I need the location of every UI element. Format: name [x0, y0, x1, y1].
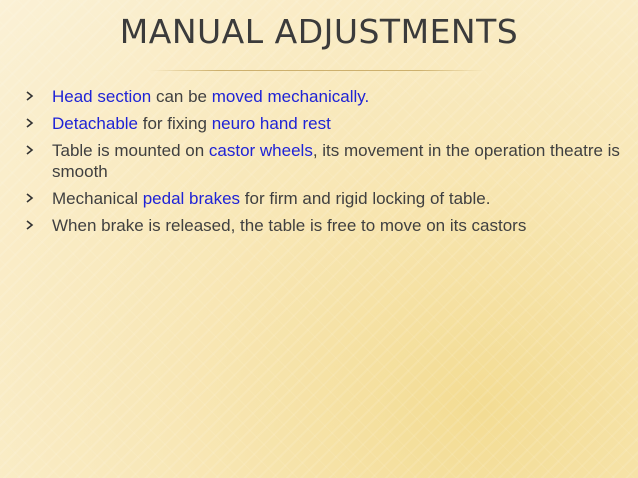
chevron-right-icon: [25, 114, 35, 132]
bullet-text-segment: Head section: [52, 87, 152, 106]
bullet-text-segment: , its movement in the operation theatre is smooth: [52, 141, 620, 181]
bullet-text-segment: for fixing: [138, 114, 212, 133]
chevron-right-icon: [25, 87, 35, 105]
bullet-text-segment: pedal brakes: [142, 189, 241, 208]
bullet-text-segment: moved mechanically.: [211, 87, 370, 106]
bullet-text-segment: for firm and rigid locking of table.: [240, 189, 491, 208]
chevron-right-icon: [25, 141, 35, 159]
bullet-text-segment: neuro hand rest: [211, 114, 331, 133]
slide-title: MANUAL ADJUSTMENTS: [119, 12, 519, 51]
chevron-right-icon: [25, 216, 35, 234]
bullet-item: [22, 140, 630, 182]
bullet-list: [22, 86, 630, 242]
title-underline: [150, 70, 485, 71]
bullet-item: [22, 188, 630, 209]
bullet-text-segment: Detachable: [52, 114, 139, 133]
bullet-text-segment: Table is mounted on: [52, 141, 209, 160]
bullet-item: [22, 113, 630, 134]
bullet-text-segment: castor wheels: [208, 141, 313, 160]
bullet-item: [22, 86, 630, 107]
bullet-text-segment: Mechanical: [52, 189, 143, 208]
bullet-text-segment: can be: [151, 87, 212, 106]
chevron-right-icon: [25, 189, 35, 207]
bullet-text-segment: When brake is released, the table is free to move on its castors: [52, 216, 527, 235]
bullet-item: [22, 215, 630, 236]
